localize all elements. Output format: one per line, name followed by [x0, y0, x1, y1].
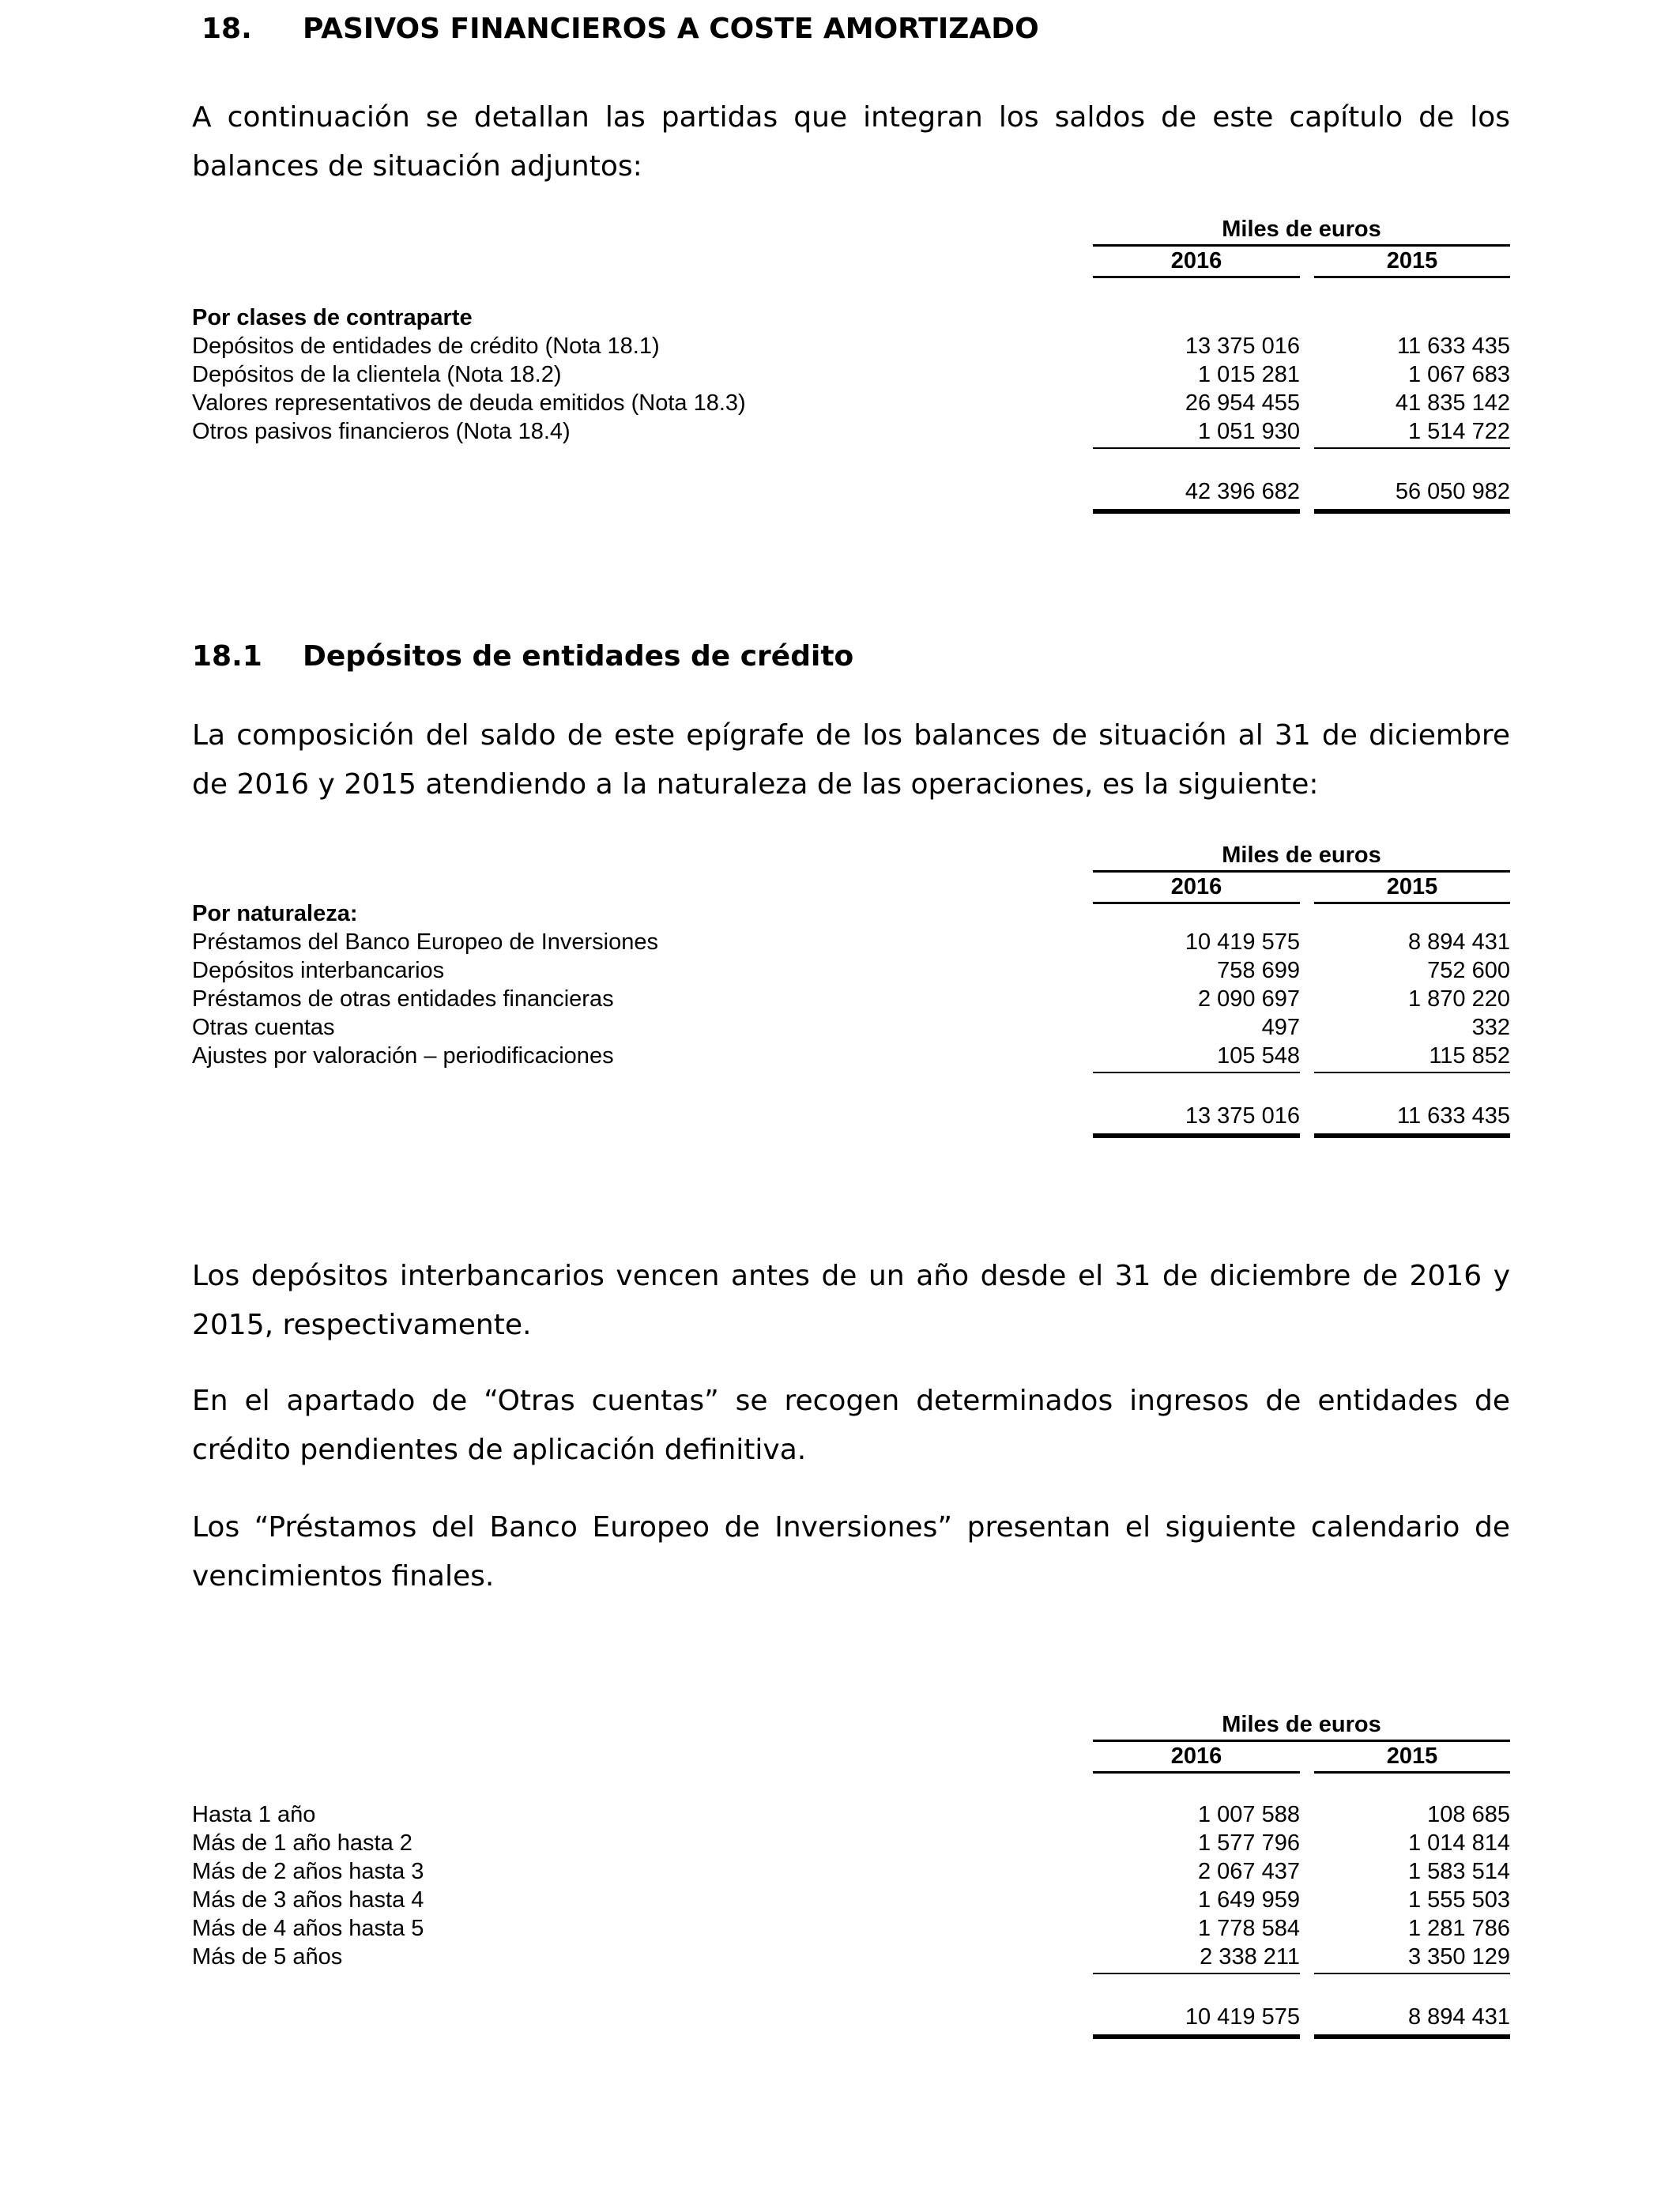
total-double-rule-2015 [1314, 1133, 1510, 1138]
value-2015: 1 067 683 [1407, 362, 1510, 387]
col-underline-2016 [1093, 902, 1300, 904]
row-label: Otras cuentas [192, 1015, 335, 1040]
table-contraparte [192, 217, 1510, 525]
table-naturaleza [192, 843, 1510, 1143]
row-label: Más de 4 años hasta 5 [192, 1916, 424, 1941]
value-2015: 752 600 [1427, 958, 1510, 983]
paragraph-prestamos-bei: Los “Préstamos del Banco Europeo de Inversiones” presentan el siguiente calendario de vencimientos finales. [192, 1511, 1510, 1593]
value-2015: 332 [1471, 1015, 1510, 1040]
value-2016: 105 548 [1217, 1043, 1300, 1069]
row-label: Más de 3 años hasta 4 [192, 1887, 424, 1913]
total-double-rule-2016 [1093, 2034, 1300, 2039]
value-2016: 13 375 016 [1185, 334, 1300, 359]
total-2016: 42 396 682 [1185, 479, 1300, 504]
total-double-rule-2015 [1314, 509, 1510, 514]
section-number: 18.1 [192, 640, 262, 673]
row-label: Ajustes por valoración – periodificaciones [192, 1043, 614, 1069]
section-18-intro: A continuación se detallan las partidas que integran los saldos de este capítulo de los balances de situación adjuntos: [192, 101, 1510, 183]
col-header-2016: 2016 [1170, 874, 1222, 899]
col-header-2016: 2016 [1170, 248, 1222, 273]
value-2016: 1 015 281 [1197, 362, 1300, 387]
value-2015: 1 555 503 [1407, 1887, 1510, 1913]
subtotal-rule-2016 [1093, 447, 1300, 449]
value-2016: 26 954 455 [1185, 390, 1300, 416]
total-2015: 11 633 435 [1397, 1103, 1510, 1129]
unit-underline [1093, 870, 1510, 873]
value-2015: 115 852 [1429, 1043, 1510, 1069]
row-label: Depósitos de la clientela (Nota 18.2) [192, 362, 562, 387]
value-2016: 1 051 930 [1197, 419, 1300, 444]
total-double-rule-2015 [1314, 2034, 1510, 2039]
value-2015: 1 014 814 [1407, 1830, 1510, 1856]
row-label: Más de 2 años hasta 3 [192, 1859, 424, 1884]
col-underline-2016 [1093, 1771, 1300, 1774]
subtotal-rule-2015 [1314, 1973, 1510, 1974]
section-number: 18. [202, 13, 252, 45]
row-label: Hasta 1 año [192, 1802, 316, 1827]
value-2016: 758 699 [1217, 958, 1300, 983]
col-header-2015: 2015 [1386, 874, 1438, 899]
value-2016: 1 649 959 [1197, 1887, 1300, 1913]
value-2015: 1 281 786 [1407, 1916, 1510, 1941]
value-2015: 8 894 431 [1407, 929, 1510, 955]
unit-underline [1093, 1740, 1510, 1742]
total-double-rule-2016 [1093, 509, 1300, 514]
section-18-1-intro: La composición del saldo de este epígrafe de los balances de situación al 31 de diciembre de 2016 y 2015 atendiendo a la naturaleza de las operaciones, es la siguiente: [192, 719, 1510, 801]
col-header-2015: 2015 [1386, 1744, 1438, 1769]
table-vencimientos [192, 1712, 1510, 2044]
subtotal-rule-2016 [1093, 1973, 1300, 1974]
subtotal-rule-2015 [1314, 1072, 1510, 1073]
row-label: Préstamos de otras entidades financieras [192, 986, 614, 1012]
subtotal-rule-2015 [1314, 447, 1510, 449]
row-label: Depósitos de entidades de crédito (Nota 18.1) [192, 334, 660, 359]
value-2015: 11 633 435 [1397, 334, 1510, 359]
total-2016: 10 419 575 [1185, 2004, 1300, 2030]
value-2015: 1 583 514 [1407, 1859, 1510, 1884]
col-header-2015: 2015 [1386, 248, 1438, 273]
value-2016: 1 007 588 [1197, 1802, 1300, 1827]
col-underline-2015 [1314, 1771, 1510, 1774]
value-2015: 3 350 129 [1407, 1944, 1510, 1970]
total-2016: 13 375 016 [1185, 1103, 1300, 1129]
value-2016: 10 419 575 [1185, 929, 1300, 955]
col-underline-2016 [1093, 276, 1300, 278]
group-label: Por naturaleza: [192, 901, 358, 926]
subtotal-rule-2016 [1093, 1072, 1300, 1073]
row-label: Préstamos del Banco Europeo de Inversiones [192, 929, 659, 955]
section-title: PASIVOS FINANCIEROS A COSTE AMORTIZADO [303, 13, 1039, 45]
row-label: Más de 5 años [192, 1944, 343, 1970]
col-underline-2015 [1314, 276, 1510, 278]
paragraph-otras-cuentas: En el apartado de “Otras cuentas” se recogen determinados ingresos de entidades de crédito pendientes de aplicación definitiva. [192, 1385, 1510, 1466]
section-title: Depósitos de entidades de crédito [303, 640, 854, 673]
col-underline-2015 [1314, 902, 1510, 904]
row-label: Otros pasivos financieros (Nota 18.4) [192, 419, 571, 444]
value-2016: 2 090 697 [1197, 986, 1300, 1012]
col-header-2016: 2016 [1170, 1744, 1222, 1769]
value-2016: 2 067 437 [1197, 1859, 1300, 1884]
value-2016: 1 778 584 [1197, 1916, 1300, 1941]
paragraph-depositos: Los depósitos interbancarios vencen antes de un año desde el 31 de diciembre de 2016 y 2015, respectivamente. [192, 1260, 1510, 1341]
total-2015: 56 050 982 [1395, 479, 1510, 504]
unit-header: Miles de euros [1222, 217, 1381, 242]
row-label: Depósitos interbancarios [192, 958, 445, 983]
value-2016: 1 577 796 [1197, 1830, 1300, 1856]
value-2015: 1 870 220 [1407, 986, 1510, 1012]
value-2015: 1 514 722 [1407, 419, 1510, 444]
unit-header: Miles de euros [1222, 1712, 1381, 1737]
row-label: Valores representativos de deuda emitidos (Nota 18.3) [192, 390, 746, 416]
total-2015: 8 894 431 [1407, 2004, 1510, 2030]
row-label: Más de 1 año hasta 2 [192, 1830, 412, 1856]
value-2015: 41 835 142 [1395, 390, 1510, 416]
value-2016: 497 [1261, 1015, 1300, 1040]
unit-underline [1093, 244, 1510, 247]
unit-header: Miles de euros [1222, 843, 1381, 868]
total-double-rule-2016 [1093, 1133, 1300, 1138]
group-label: Por clases de contraparte [192, 305, 473, 330]
value-2015: 108 685 [1427, 1802, 1510, 1827]
value-2016: 2 338 211 [1200, 1944, 1300, 1970]
